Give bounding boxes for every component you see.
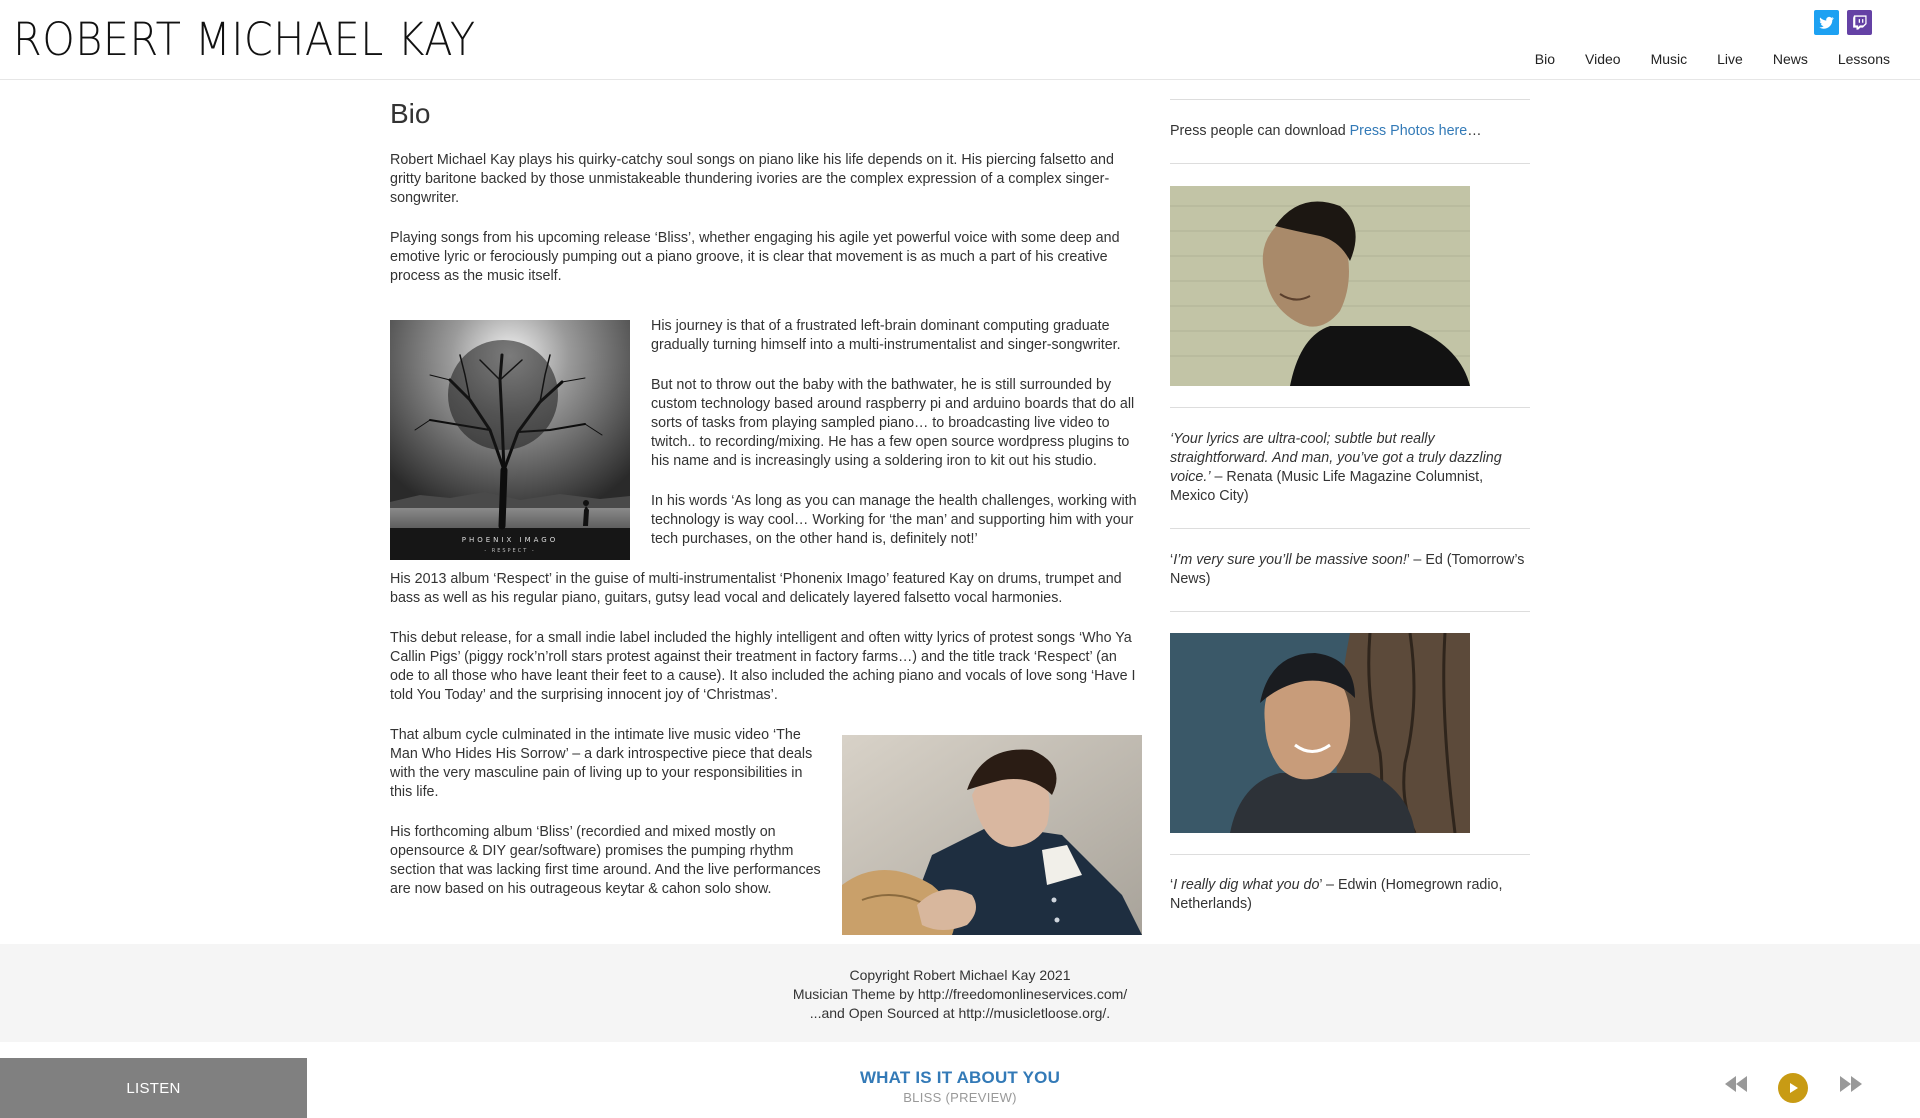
audio-player bbox=[0, 1058, 1920, 1118]
bio-paragraph: His journey is that of a frustrated left-brain dominant computing graduate gradually turning himself into a multi-instrumentalist and singer-songwriter. bbox=[651, 318, 1121, 353]
main-nav bbox=[1505, 50, 1890, 68]
bio-paragraph: His forthcoming album ‘Bliss’ (recordied and mixed mostly on opensource & DIY gear/software) promises the pumping rhythm section that was lacking first time around. And the live performances are now based on his outrageous keytar & cahon solo show. bbox=[390, 824, 821, 897]
footer-copyright: Copyright Robert Michael Kay 2021 bbox=[849, 967, 1071, 983]
quote-attribution: ’ – Edwin (Homegrown radio, Netherlands) bbox=[1170, 877, 1503, 912]
next-track-icon[interactable] bbox=[1840, 1074, 1862, 1094]
guitar-photo bbox=[842, 735, 1142, 935]
quote-renata bbox=[1170, 430, 1530, 506]
twitter-bird-glyph bbox=[1818, 14, 1835, 31]
site-header bbox=[0, 0, 1920, 80]
twitch-icon[interactable] bbox=[1847, 10, 1872, 35]
quote-open: ‘ bbox=[1170, 552, 1174, 568]
tree-album-art bbox=[390, 320, 630, 560]
sidebar-photo-1 bbox=[1170, 186, 1530, 386]
sidebar-divider bbox=[1170, 854, 1530, 855]
bio-paragraph: But not to throw out the baby with the bathwater, he is still surrounded by custom technology based around raspberry pi and arduino boards that do all sorts of tasks from playing sampled piano… to broadcasting live video to twitch.. to recording/mixing. He has a few open source wordpress plugins to his name and is increasingly using a soldering iron to kit out his studio. bbox=[651, 377, 1135, 469]
quote-text: I’m very sure you’ll be massive soon! bbox=[1173, 552, 1407, 568]
bio-paragraph: That album cycle culminated in the intimate live music video ‘The Man Who Hides His Sorrow’ – a dark introspective piece that deals with the very masculine pain of living up to your responsibilities in this life. bbox=[390, 727, 813, 800]
listen-button[interactable]: LISTEN bbox=[0, 1058, 307, 1118]
press-paragraph bbox=[1170, 122, 1530, 141]
footer-open-source: ...and Open Sourced at http://musicletloose.org/. bbox=[809, 1005, 1111, 1021]
sidebar-divider bbox=[1170, 528, 1530, 529]
sidebar-divider bbox=[1170, 99, 1530, 100]
bio-paragraph: In his words ‘As long as you can manage the health challenges, working with technology is way cool… Working for ‘the man’ and supporting him with your tech purchases, on the other hand is, definitely not!’ bbox=[651, 493, 1137, 547]
nav-bio[interactable]: Bio bbox=[1534, 51, 1556, 67]
bio-paragraph: Playing songs from his upcoming release ‘Bliss’, whether engaging his agile yet powerful voice with some deep and emotive lyric or ferociously pumping out a piano groove, it is clear that movement is as much a part of his creative process as the music itself. bbox=[390, 230, 1120, 284]
nav-music[interactable]: Music bbox=[1650, 51, 1688, 67]
quote-edwin bbox=[1170, 876, 1530, 914]
site-footer bbox=[0, 944, 1920, 1042]
nav-video[interactable]: Video bbox=[1585, 51, 1621, 67]
bio-content bbox=[390, 80, 1142, 945]
footer-theme-credit: Musician Theme by http://freedomonlineservices.com/ bbox=[792, 986, 1128, 1002]
previous-track-icon[interactable] bbox=[1725, 1074, 1747, 1094]
sidebar bbox=[1170, 99, 1530, 914]
site-title[interactable]: ROBERT MICHAEL KAY bbox=[13, 13, 476, 66]
quote-ed bbox=[1170, 551, 1530, 589]
play-glyph bbox=[1787, 1082, 1799, 1094]
track-title[interactable]: WHAT IS IT ABOUT YOU bbox=[859, 1068, 1061, 1087]
fast-forward-glyph bbox=[1840, 1076, 1862, 1092]
bio-paragraph: Robert Michael Kay plays his quirky-catchy soul songs on piano like his life depends on it. His piercing falsetto and gritty baritone backed by those unmistakeable thundering ivories are the complex expression of a complex singer-songwriter. bbox=[390, 152, 1114, 206]
page-title: Bio bbox=[390, 98, 431, 129]
bio-paragraph: His 2013 album ‘Respect’ in the guise of multi-instrumentalist ‘Phonenix Imago’ featured Kay on drums, trumpet and bass as well as his regular piano, guitars, gutsy lead vocal and delicately layered falsetto vocal harmonies. bbox=[390, 571, 1122, 606]
quote-attribution: – Renata (Music Life Magazine Columnist, Mexico City) bbox=[1170, 469, 1484, 504]
nav-live[interactable]: Live bbox=[1717, 51, 1743, 67]
nav-news[interactable]: News bbox=[1772, 51, 1808, 67]
social-links bbox=[1814, 10, 1872, 35]
rewind-glyph bbox=[1725, 1076, 1747, 1092]
bio-paragraph: This debut release, for a small indie label included the highly intelligent and often witty lyrics of protest songs ‘Who Ya Callin Pigs’ (piggy rock’n’roll stars protest against their treatment in factory farms…) and the title track ‘Respect’ (an ode to all those who have leant their feet to a cause). It also included the aching piano and vocals of love song ‘Have I told You Today’ and the surprising innocent joy of ‘Christmas’. bbox=[390, 630, 1136, 703]
quote-text: ‘Your lyrics are ultra-cool; subtle but really straightforward. And man, you’ve got a truly dazzling voice.’ bbox=[1170, 431, 1502, 485]
sidebar-divider bbox=[1170, 163, 1530, 164]
guitar-portrait bbox=[842, 735, 1142, 935]
track-album: BLISS (PREVIEW) bbox=[903, 1090, 1017, 1105]
press-text: Press people can download bbox=[1170, 123, 1350, 139]
sidebar-photo-2 bbox=[1170, 633, 1530, 833]
album-text-title: - RESPECT - bbox=[484, 548, 536, 554]
press-suffix: … bbox=[1467, 123, 1482, 139]
quote-open: ‘ bbox=[1170, 877, 1174, 893]
tree-bark-portrait bbox=[1170, 633, 1470, 833]
nav-lessons[interactable]: Lessons bbox=[1837, 51, 1890, 67]
album-text-artist: PHOENIX IMAGO bbox=[461, 536, 559, 544]
twitch-glyph bbox=[1851, 14, 1868, 31]
twitter-icon[interactable] bbox=[1814, 10, 1839, 35]
album-cover-respect bbox=[390, 320, 630, 560]
sidebar-divider bbox=[1170, 407, 1530, 408]
press-photos-link[interactable]: Press Photos here bbox=[1349, 123, 1468, 139]
quote-attribution: ’ – Ed (Tomorrow’s News) bbox=[1170, 552, 1525, 587]
quote-text: I really dig what you do bbox=[1173, 877, 1320, 893]
play-button-icon[interactable] bbox=[1778, 1073, 1808, 1103]
smiling-profile-photo bbox=[1170, 186, 1470, 386]
sidebar-divider bbox=[1170, 611, 1530, 612]
